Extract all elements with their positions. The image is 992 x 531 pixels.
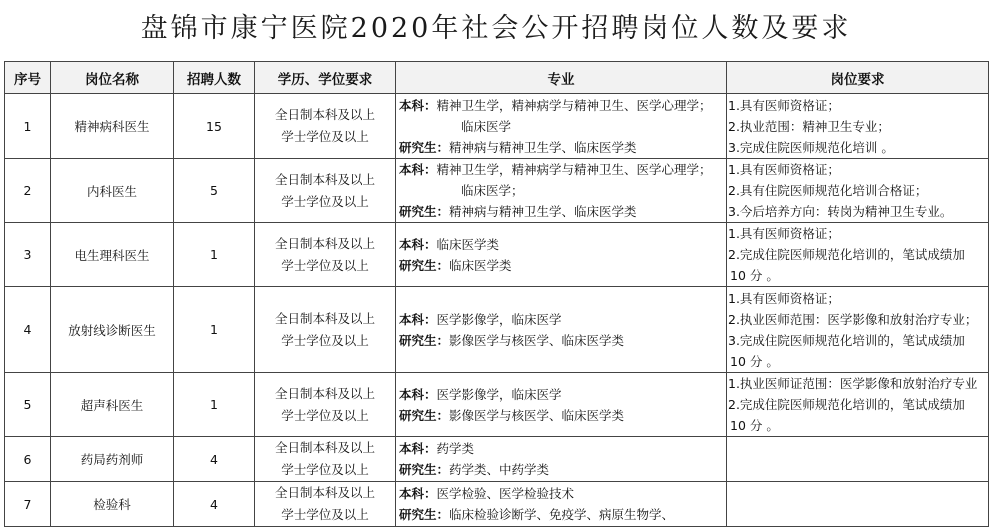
header-requirements: 岗位要求 bbox=[727, 62, 989, 94]
position-requirements bbox=[727, 482, 989, 527]
postgrad-majors: 精神病与精神卫生学、临床医学类 bbox=[449, 204, 637, 219]
undergrad-majors: 精神卫生学，精神病学与精神卫生、医学心理学； bbox=[436, 162, 712, 177]
undergrad-line bbox=[399, 384, 726, 405]
education-requirement bbox=[255, 94, 396, 159]
education-line: 全日制本科及以上 bbox=[274, 485, 375, 500]
requirement-line: 1.执业医师证范围：医学影像和放射治疗专业 bbox=[728, 376, 978, 391]
table-row bbox=[5, 287, 989, 373]
undergrad-label: 本科： bbox=[399, 486, 437, 501]
row-number: 7 bbox=[5, 482, 51, 527]
table-row bbox=[5, 94, 989, 159]
postgrad-line bbox=[399, 201, 726, 222]
requirement-line: 1.具有医师资格证； bbox=[728, 290, 840, 306]
position-name: 放射线诊断医生 bbox=[51, 287, 174, 373]
requirement-line: 2.执业范围：精神卫生专业； bbox=[728, 118, 890, 134]
undergrad-majors: 药学类 bbox=[436, 441, 475, 456]
education-line: 全日制本科及以上 bbox=[274, 385, 375, 401]
education-line: 学士学位及以上 bbox=[281, 257, 369, 273]
requirement-line: 1.具有医师资格证； bbox=[728, 162, 840, 177]
requirement-line: 10 分 。 bbox=[730, 268, 779, 283]
position-requirements bbox=[727, 223, 989, 287]
undergrad-majors-cont: 临床医学 bbox=[461, 118, 512, 134]
table-row bbox=[5, 373, 989, 437]
postgrad-majors: 临床检验诊断学、免疫学、病原生物学、 bbox=[449, 507, 675, 522]
undergrad-label: 本科： bbox=[399, 162, 437, 177]
row-number: 5 bbox=[5, 373, 51, 437]
undergrad-label: 本科： bbox=[399, 386, 437, 402]
education-line: 学士学位及以上 bbox=[281, 507, 369, 522]
requirement-line: 2.执业医师范围：医学影像和放射治疗专业； bbox=[728, 311, 978, 327]
position-requirements bbox=[727, 437, 989, 482]
requirement-line: 2.完成住院医师规范化培训的，笔试成绩加 bbox=[728, 397, 965, 412]
postgrad-line bbox=[399, 504, 726, 525]
position-name: 电生理科医生 bbox=[51, 223, 174, 287]
education-line: 学士学位及以上 bbox=[281, 407, 369, 423]
major-requirement bbox=[396, 223, 727, 287]
education-requirement bbox=[255, 437, 396, 482]
undergrad-line bbox=[399, 309, 726, 330]
row-number: 6 bbox=[5, 437, 51, 482]
major-requirement bbox=[396, 94, 727, 159]
position-requirements bbox=[727, 159, 989, 223]
requirement-line: 2.完成住院医师规范化培训的，笔试成绩加 bbox=[728, 247, 965, 262]
recruit-count: 1 bbox=[174, 287, 255, 373]
postgrad-label: 研究生： bbox=[399, 139, 450, 155]
undergrad-label: 本科： bbox=[399, 441, 437, 456]
education-requirement bbox=[255, 373, 396, 437]
table-row bbox=[5, 437, 989, 482]
recruit-count: 1 bbox=[174, 373, 255, 437]
major-requirement bbox=[396, 482, 727, 527]
undergrad-majors-cont: 临床医学； bbox=[461, 183, 524, 198]
education-line: 全日制本科及以上 bbox=[274, 440, 375, 455]
undergrad-line bbox=[399, 95, 726, 116]
undergrad-label: 本科： bbox=[399, 97, 437, 113]
requirement-line: 3.完成住院医师规范化培训 。 bbox=[728, 139, 894, 155]
education-line: 学士学位及以上 bbox=[281, 193, 369, 209]
major-requirement bbox=[396, 373, 727, 437]
postgrad-line bbox=[399, 330, 726, 351]
education-requirement bbox=[255, 482, 396, 527]
row-number: 4 bbox=[5, 287, 51, 373]
postgrad-majors: 精神病与精神卫生学、临床医学类 bbox=[449, 139, 637, 155]
postgrad-majors: 药学类、中药学类 bbox=[449, 462, 550, 477]
recruit-count: 1 bbox=[174, 223, 255, 287]
postgrad-label: 研究生： bbox=[399, 462, 450, 477]
undergrad-majors: 临床医学类 bbox=[436, 236, 500, 252]
education-line: 学士学位及以上 bbox=[281, 332, 369, 348]
undergrad-majors: 医学检验、医学检验技术 bbox=[436, 486, 575, 501]
position-name: 检验科 bbox=[51, 482, 174, 527]
position-name: 药局药剂师 bbox=[51, 437, 174, 482]
postgrad-line bbox=[399, 459, 726, 480]
position-name: 超声科医生 bbox=[51, 373, 174, 437]
position-requirements bbox=[727, 373, 989, 437]
undergrad-line bbox=[399, 483, 726, 504]
header-count: 招聘人数 bbox=[174, 62, 255, 94]
recruit-count: 5 bbox=[174, 159, 255, 223]
major-requirement bbox=[396, 287, 727, 373]
undergrad-label: 本科： bbox=[399, 311, 437, 327]
major-requirement bbox=[396, 159, 727, 223]
requirement-line: 1.具有医师资格证； bbox=[728, 97, 840, 113]
requirement-line: 3.完成住院医师规范化培训的，笔试成绩加 bbox=[728, 332, 965, 348]
postgrad-label: 研究生： bbox=[399, 257, 450, 273]
postgrad-line bbox=[399, 405, 726, 426]
undergrad-line bbox=[399, 234, 726, 255]
postgrad-majors: 影像医学与核医学、临床医学类 bbox=[449, 407, 625, 423]
header-major: 专业 bbox=[396, 62, 727, 94]
requirement-line: 2.具有住院医师规范化培训合格证； bbox=[728, 183, 928, 198]
postgrad-label: 研究生： bbox=[399, 407, 450, 423]
education-requirement bbox=[255, 287, 396, 373]
row-number: 1 bbox=[5, 94, 51, 159]
position-name: 精神病科医生 bbox=[51, 94, 174, 159]
postgrad-majors: 影像医学与核医学、临床医学类 bbox=[449, 332, 625, 348]
postgrad-label: 研究生： bbox=[399, 507, 450, 522]
requirement-line: 10 分 。 bbox=[730, 418, 779, 433]
education-line: 学士学位及以上 bbox=[281, 129, 369, 144]
position-requirements bbox=[727, 287, 989, 373]
row-number: 3 bbox=[5, 223, 51, 287]
header-education: 学历、学位要求 bbox=[255, 62, 396, 94]
undergrad-line bbox=[399, 438, 726, 459]
undergrad-label: 本科： bbox=[399, 236, 437, 252]
recruitment-table bbox=[4, 61, 989, 527]
education-line: 全日制本科及以上 bbox=[274, 235, 375, 251]
education-line: 全日制本科及以上 bbox=[274, 171, 375, 187]
position-name: 内科医生 bbox=[51, 159, 174, 223]
table-row bbox=[5, 223, 989, 287]
education-line: 全日制本科及以上 bbox=[274, 310, 375, 326]
position-requirements bbox=[727, 94, 989, 159]
row-number: 2 bbox=[5, 159, 51, 223]
recruit-count: 4 bbox=[174, 482, 255, 527]
table-row bbox=[5, 482, 989, 527]
requirement-line: 3.今后培养方向：转岗为精神卫生专业。 bbox=[728, 204, 953, 219]
header-position: 岗位名称 bbox=[51, 62, 174, 94]
recruit-count: 4 bbox=[174, 437, 255, 482]
undergrad-majors: 医学影像学，临床医学 bbox=[436, 386, 562, 402]
major-requirement bbox=[396, 437, 727, 482]
header-row bbox=[5, 62, 989, 94]
requirement-line: 10 分 。 bbox=[730, 353, 779, 369]
header-no: 序号 bbox=[5, 62, 51, 94]
education-line: 全日制本科及以上 bbox=[274, 107, 375, 122]
postgrad-label: 研究生： bbox=[399, 332, 450, 348]
undergrad-line bbox=[399, 159, 726, 180]
recruit-count: 15 bbox=[174, 94, 255, 159]
postgrad-line bbox=[399, 137, 726, 158]
education-line: 学士学位及以上 bbox=[281, 462, 369, 477]
undergrad-majors: 精神卫生学，精神病学与精神卫生、医学心理学； bbox=[436, 97, 712, 113]
document-title: 盘锦市康宁医院2020年社会公开招聘岗位人数及要求 bbox=[140, 13, 852, 44]
education-requirement bbox=[255, 159, 396, 223]
undergrad-majors: 医学影像学，临床医学 bbox=[436, 311, 562, 327]
education-requirement bbox=[255, 223, 396, 287]
postgrad-label: 研究生： bbox=[399, 204, 450, 219]
postgrad-line bbox=[399, 255, 726, 276]
postgrad-majors: 临床医学类 bbox=[449, 257, 512, 273]
table-row bbox=[5, 159, 989, 223]
requirement-line: 1.具有医师资格证； bbox=[728, 226, 840, 241]
